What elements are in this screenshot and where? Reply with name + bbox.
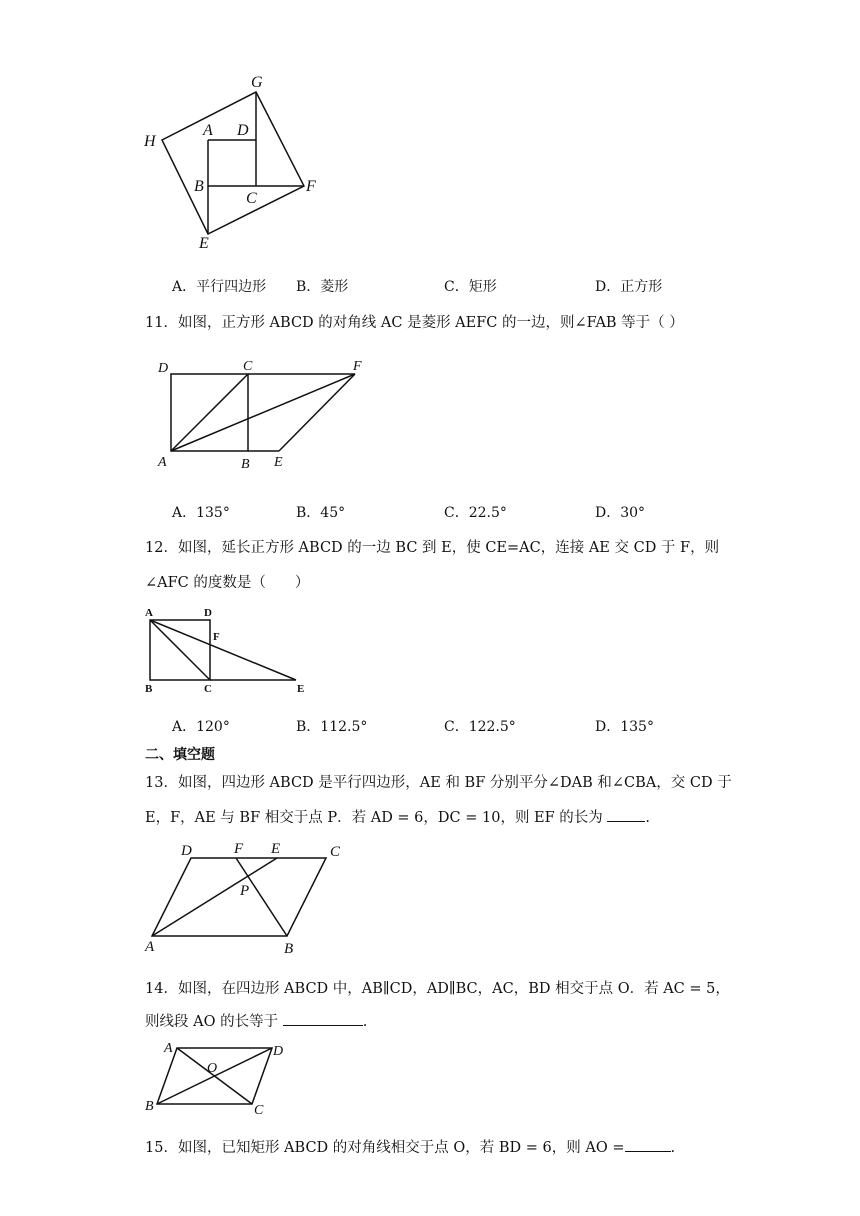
- label-F: F: [213, 631, 220, 643]
- q12-option-b: B．112.5°: [296, 719, 368, 735]
- label-A: A: [203, 122, 213, 139]
- q13-line2: [145, 806, 650, 827]
- q10-option-c: C．矩形: [444, 279, 497, 295]
- q11-text: 11．如图，正方形 ABCD 的对角线 AC 是菱形 AEFC 的一边，则∠FAB 等于（ ）: [145, 315, 684, 331]
- figure-q14: [140, 1036, 295, 1118]
- label-C: C: [243, 359, 253, 374]
- label-B: B: [284, 941, 294, 955]
- q12-option-c: C．122.5°: [444, 719, 516, 735]
- q13-line2-end: .: [645, 810, 651, 826]
- figure-q12: [140, 602, 315, 697]
- label-A: A: [164, 1041, 173, 1056]
- q15-text: [145, 1136, 675, 1157]
- label-C: C: [204, 683, 212, 695]
- q14-line1: 14．如图，在四边形 ABCD 中，AB∥CD，AD∥BC，AC，BD 相交于点 O．若 AC = 5，: [145, 981, 730, 997]
- q10-option-b: B．菱形: [296, 279, 349, 295]
- q11-option-c: C．22.5°: [444, 505, 507, 521]
- label-C: C: [246, 190, 257, 207]
- label-C: C: [330, 844, 341, 860]
- q12-option-d: D．135°: [595, 719, 654, 735]
- label-A: A: [145, 607, 153, 619]
- label-E: E: [271, 841, 281, 857]
- q12-line1: 12．如图，延长正方形 ABCD 的一边 BC 到 E，使 CE=AC，连接 AE 交 CD 于 F，则: [145, 540, 720, 556]
- q15-text-main: 15．如图，已知矩形 ABCD 的对角线相交于点 O，若 BD = 6，则 AO =: [145, 1140, 625, 1156]
- label-H: H: [144, 133, 156, 150]
- q14-line2-end: .: [362, 1014, 368, 1030]
- label-F: F: [353, 359, 362, 374]
- q11-option-d: D．30°: [595, 505, 646, 521]
- label-D: D: [204, 607, 212, 619]
- label-F: F: [306, 178, 316, 195]
- label-G: G: [251, 74, 263, 91]
- label-P: P: [240, 883, 250, 899]
- q10-option-d: D．正方形: [595, 279, 663, 295]
- q14-line2-text: 则线段 AO 的长等于: [145, 1014, 279, 1030]
- q12-option-a: A．120°: [172, 719, 230, 735]
- label-A: A: [145, 939, 155, 955]
- q14-line2: [145, 1010, 367, 1031]
- section-title-fill-in: 二、填空题: [145, 747, 215, 763]
- q15-text-end: .: [670, 1140, 676, 1156]
- label-F: F: [234, 841, 244, 857]
- q12-line2: ∠AFC 的度数是（ ）: [145, 575, 310, 591]
- label-O: O: [207, 1061, 218, 1076]
- label-E: E: [199, 235, 209, 252]
- label-D: D: [181, 843, 192, 859]
- label-A: A: [158, 455, 167, 470]
- q10-option-a: A．平行四边形: [172, 279, 267, 295]
- q14-answer-blank[interactable]: [283, 1013, 363, 1026]
- q11-option-b: B．45°: [296, 505, 346, 521]
- label-C: C: [254, 1103, 264, 1118]
- label-D: D: [237, 122, 249, 139]
- label-B: B: [145, 683, 153, 695]
- figure-q13: [140, 838, 355, 955]
- q13-line2-text: E，F，AE 与 BF 相交于点 P．若 AD = 6，DC = 10，则 EF 的长为: [145, 810, 603, 826]
- label-B: B: [194, 178, 204, 195]
- q13-answer-blank[interactable]: [607, 809, 645, 822]
- label-D: D: [158, 361, 169, 376]
- label-B: B: [145, 1099, 154, 1114]
- label-E: E: [274, 455, 283, 470]
- figure-q11: [150, 355, 380, 475]
- q11-option-a: A．135°: [172, 505, 230, 521]
- label-B: B: [241, 457, 250, 472]
- label-D: D: [273, 1044, 284, 1059]
- q13-line1: 13．如图，四边形 ABCD 是平行四边形，AE 和 BF 分别平分∠DAB 和∠CBA，交 CD 于: [145, 775, 732, 791]
- figure-q10: [135, 65, 335, 255]
- q15-answer-blank[interactable]: [625, 1139, 671, 1152]
- label-E: E: [297, 683, 305, 695]
